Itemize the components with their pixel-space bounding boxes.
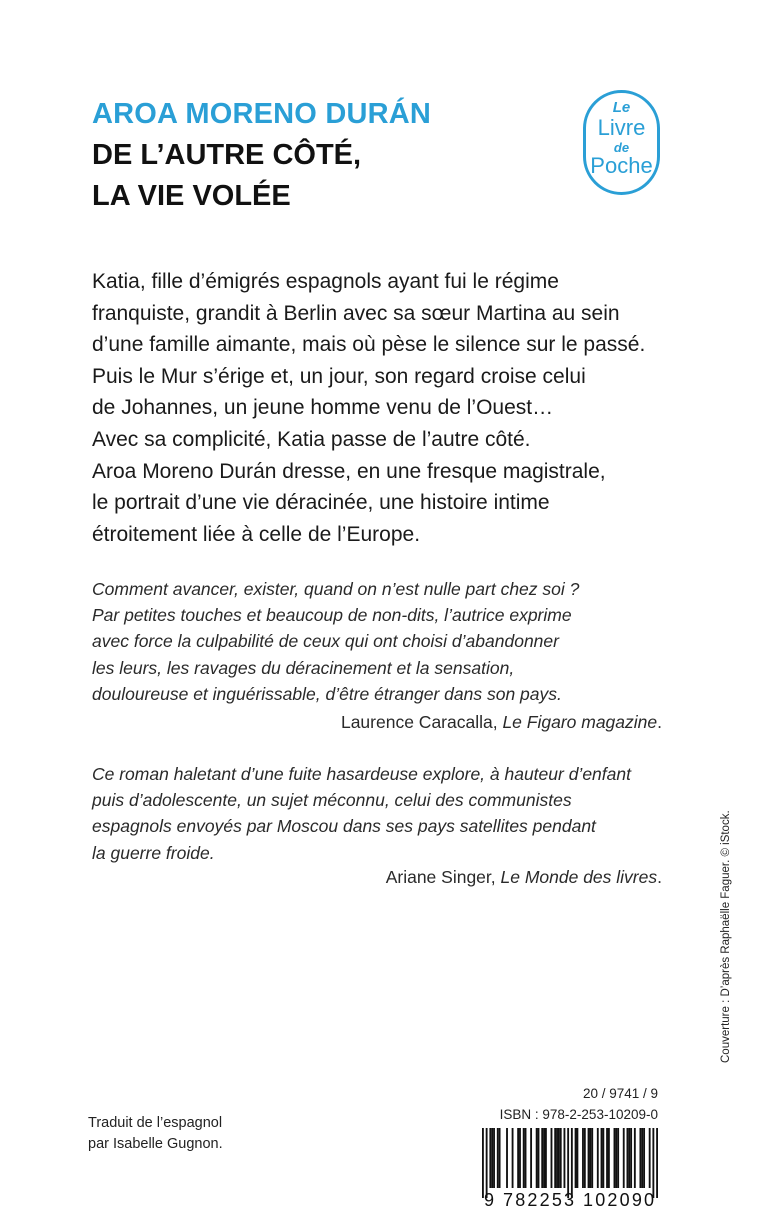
catalog-code: 20 / 9741 / 9 [582, 1086, 658, 1101]
logo-poche: Poche [590, 153, 653, 178]
barcode-bar [543, 1128, 545, 1188]
barcode-bar [575, 1128, 577, 1188]
barcode-bar [525, 1128, 527, 1188]
translator-credit [88, 1113, 223, 1155]
barcode-bar [652, 1128, 654, 1198]
attribution-end: . [657, 712, 662, 732]
book-title-line-2: LA VIE VOLÉE [92, 180, 291, 212]
barcode-bar [530, 1128, 532, 1188]
barcode-bar [564, 1128, 566, 1188]
barcode-bar [545, 1128, 547, 1188]
barcode-bar [541, 1128, 543, 1188]
barcode-bar [606, 1128, 608, 1188]
synopsis-line: étroitement liée à celle de l’Europe. [92, 522, 421, 546]
logo-de: de [613, 140, 630, 155]
barcode-bar [615, 1128, 617, 1188]
barcode-digits-left: 782253 [503, 1190, 577, 1210]
barcode-bar [588, 1128, 590, 1188]
review-line: avec force la culpabilité de ceux qui ont choisi d’abandonner [92, 631, 559, 652]
synopsis-line: de Johannes, un jeune homme venu de l’Ouest… [92, 396, 554, 420]
review-quote-2 [92, 761, 631, 866]
synopsis-line: d’une famille aimante, mais où pèse le silence sur le passé. [92, 333, 646, 357]
book-title-line-1: DE L’AUTRE CÔTÉ, [92, 139, 362, 171]
barcode-bar [506, 1128, 508, 1188]
barcode-bar [601, 1128, 603, 1188]
author-name: AROA MORENO DURÁN [92, 98, 432, 130]
barcode-bar [556, 1128, 558, 1188]
barcode-digit-lead: 9 [484, 1190, 497, 1210]
barcode-digits-right: 102090 [583, 1190, 657, 1210]
barcode-bar [639, 1128, 641, 1188]
isbn-number: ISBN : 978-2-253-10209-0 [499, 1107, 658, 1122]
barcode-bar [628, 1128, 630, 1188]
publisher-logo [583, 90, 660, 195]
synopsis-line: le portrait d’une vie déracinée, une histoire intime [92, 491, 550, 515]
barcode-bars [482, 1128, 658, 1198]
barcode-bar [608, 1128, 610, 1188]
barcode-bar [491, 1128, 493, 1188]
barcode-bar [634, 1128, 636, 1188]
synopsis-line: Avec sa complicité, Katia passe de l’autre côté. [92, 427, 531, 451]
review-quote-1 [92, 576, 579, 707]
review-line: Ce roman haletant d’une fuite hasardeuse explore, à hauteur d’enfant [92, 764, 631, 784]
review-attribution-2 [386, 867, 662, 888]
barcode-bar [630, 1128, 632, 1188]
barcode-bar [482, 1128, 484, 1198]
barcode-bar [597, 1128, 599, 1188]
synopsis-line: Katia, fille d’émigrés espagnols ayant fui le régime [92, 270, 559, 293]
synopsis-line: franquiste, grandit à Berlin avec sa sœur Martina au sein [92, 301, 620, 325]
barcode-bar [512, 1128, 514, 1188]
barcode-bar [602, 1128, 604, 1188]
logo-le: Le [612, 99, 631, 116]
barcode-bar [643, 1128, 645, 1188]
cover-credit: Couverture : D’après Raphaëlle Faguer. © iStock. [720, 810, 732, 1063]
review-attribution-1 [341, 712, 662, 733]
barcode-bar [560, 1128, 562, 1188]
attribution-end: . [657, 867, 662, 887]
critic-name: Ariane Singer, [385, 867, 501, 887]
barcode-bar [567, 1128, 569, 1198]
translator-line: Traduit de l’espagnol [88, 1115, 223, 1131]
translator-line: par Isabelle Gugnon. [88, 1136, 223, 1152]
barcode-bar [584, 1128, 586, 1188]
review-line: espagnols envoyés par Moscou dans ses pays satellites pendant [92, 816, 596, 837]
critic-name: Laurence Caracalla, [340, 712, 503, 732]
logo-livre: Livre [597, 115, 646, 140]
barcode-bar [497, 1128, 499, 1188]
barcode-bar [641, 1128, 643, 1188]
barcode-bar [523, 1128, 525, 1188]
synopsis-line: Puis le Mur s’érige et, un jour, son regard croise celui [92, 364, 586, 388]
barcode-bar [649, 1128, 651, 1188]
barcode-bar [617, 1128, 619, 1188]
synopsis [92, 266, 645, 550]
barcode-bar [623, 1128, 625, 1188]
review-line: Par petites touches et beaucoup de non-dits, l’autrice exprime [92, 605, 572, 626]
barcode-bar [499, 1128, 501, 1188]
review-line: douloureuse et inguérissable, d’être étranger dans son pays. [92, 683, 562, 704]
barcode-bar [614, 1128, 616, 1188]
barcode-bar [558, 1128, 560, 1188]
barcode-bar [554, 1128, 556, 1188]
review-line: les leurs, les ravages du déracinement et la sensation, [92, 657, 515, 678]
barcode-bar [571, 1128, 573, 1198]
publication-name: Le Monde des livres [500, 867, 658, 887]
barcode-bar [627, 1128, 629, 1188]
barcode [482, 1128, 658, 1198]
barcode-bar [519, 1128, 521, 1188]
barcode-bar [551, 1128, 553, 1188]
review-line: la guerre froide. [92, 842, 215, 863]
review-line: Comment avancer, exister, quand on n’est nulle part chez soi ? [92, 579, 580, 599]
barcode-bar [517, 1128, 519, 1188]
review-line: puis d’adolescente, un sujet méconnu, celui des communistes [92, 790, 572, 811]
publication-name: Le Figaro magazine [502, 712, 658, 732]
barcode-bar [493, 1128, 495, 1188]
barcode-bar [589, 1128, 591, 1188]
barcode-bar [591, 1128, 593, 1188]
barcode-bar [486, 1128, 488, 1198]
synopsis-line: Aroa Moreno Durán dresse, en une fresque magistrale, [92, 459, 606, 483]
barcode-bar [536, 1128, 538, 1188]
barcode-bar [656, 1128, 658, 1198]
barcode-bar [582, 1128, 584, 1188]
barcode-bar [576, 1128, 578, 1188]
barcode-bar [538, 1128, 540, 1188]
barcode-bar [489, 1128, 491, 1188]
